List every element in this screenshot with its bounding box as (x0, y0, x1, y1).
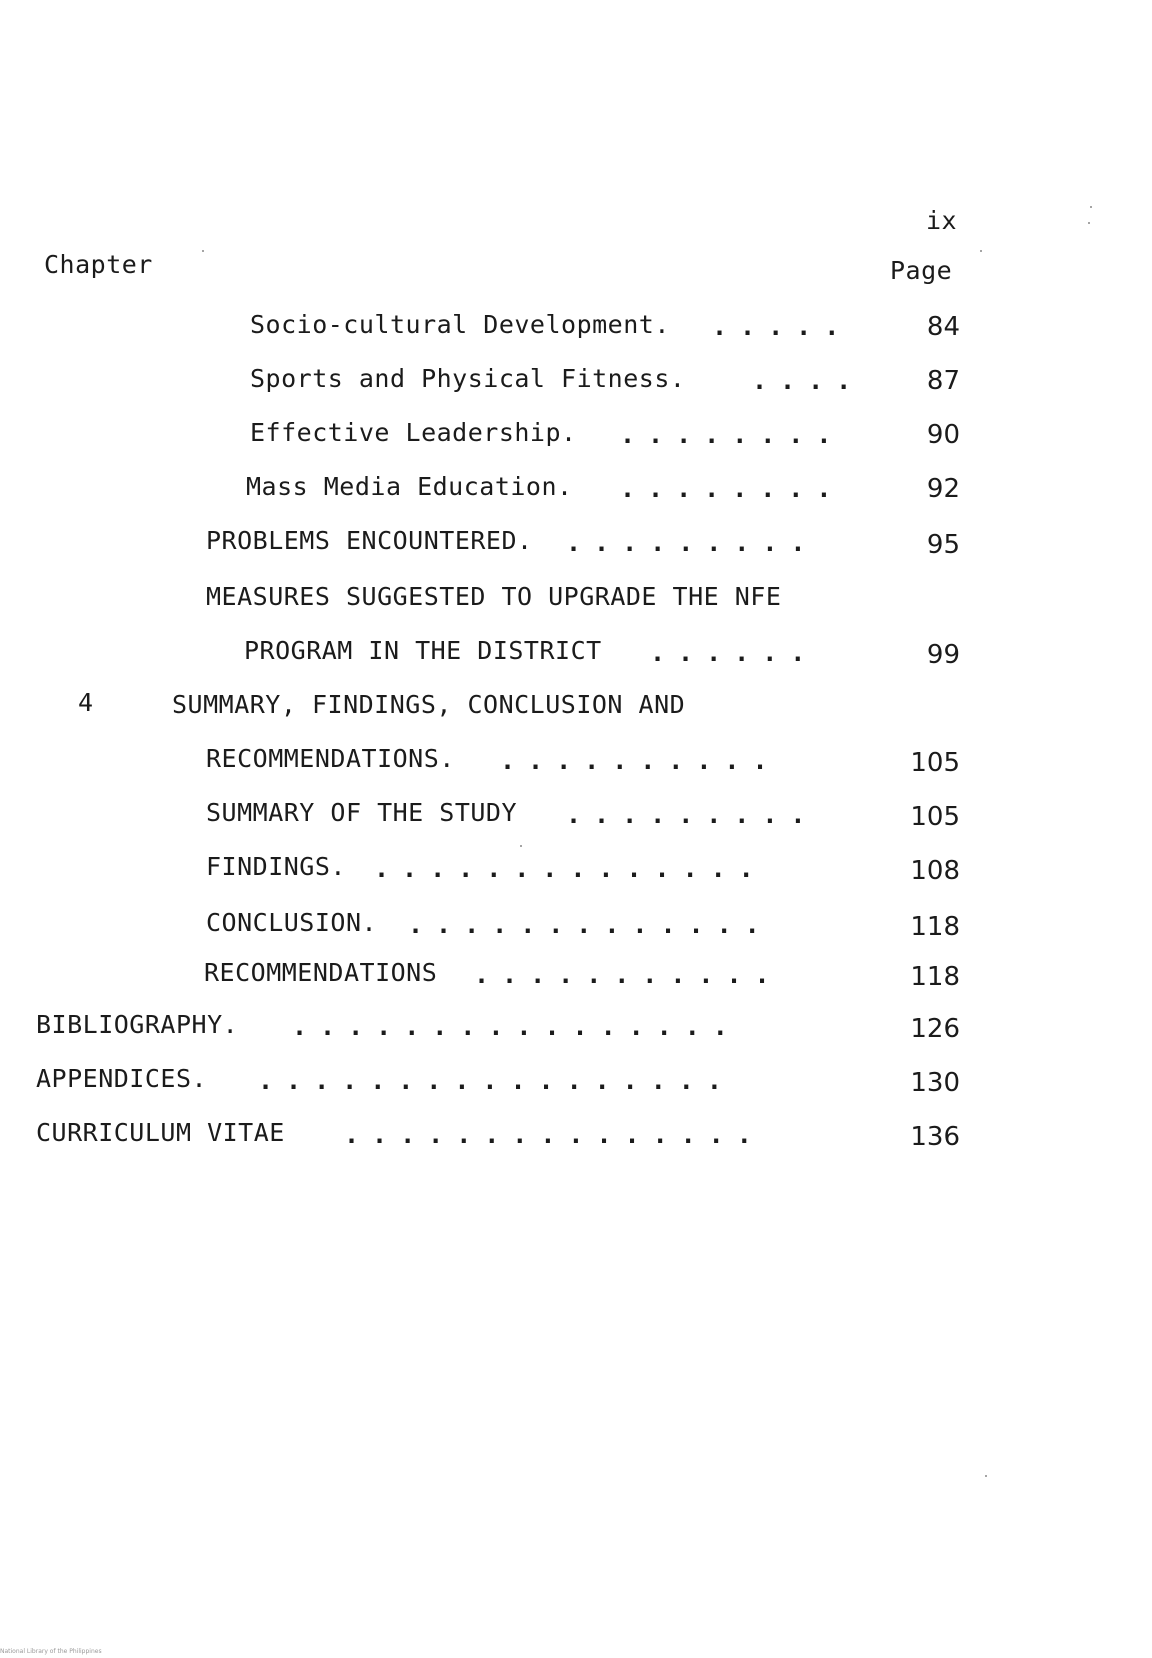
page-column-header: Page (890, 256, 953, 285)
leader-dots: .............. (374, 854, 767, 883)
toc-entry-page: 108 (910, 856, 960, 886)
toc-entry-title: FINDINGS. (206, 852, 346, 881)
scan-speck (202, 250, 204, 252)
toc-entry-page: 99 (926, 640, 960, 670)
chapter-number: 4 (78, 688, 94, 717)
toc-entry-title: CURRICULUM VITAE (36, 1118, 285, 1147)
leader-dots: ................. (258, 1066, 735, 1095)
toc-entry-title: SUMMARY, FINDINGS, CONCLUSION AND (172, 690, 686, 719)
toc-entry-title: MEASURES SUGGESTED TO UPGRADE THE NFE (206, 582, 782, 611)
leader-dots: .... (752, 366, 865, 395)
scan-footer: National Library of the Philippines (0, 1648, 102, 1655)
leader-dots: ................ (292, 1012, 741, 1041)
toc-entry-title: RECOMMENDATIONS. (206, 744, 455, 773)
toc-entry-page: 95 (926, 530, 960, 560)
toc-entry-page: 136 (910, 1122, 960, 1152)
leader-dots: ........ (620, 420, 845, 449)
toc-entry-page: 118 (910, 912, 960, 942)
toc-entry-page: 126 (910, 1014, 960, 1044)
scan-speck (520, 845, 522, 847)
scan-speck (1090, 206, 1092, 208)
roman-page-number: ix (926, 206, 958, 235)
leader-dots: ...... (650, 638, 819, 667)
toc-entry-page: 130 (910, 1068, 960, 1098)
leader-dots: ......... (566, 800, 819, 829)
scan-speck (1088, 222, 1090, 224)
chapter-column-header: Chapter (44, 250, 153, 279)
leader-dots: ............... (344, 1120, 765, 1149)
toc-entry-title: Socio-cultural Development. (250, 310, 670, 339)
toc-entry-page: 87 (926, 366, 960, 396)
leader-dots: .......... (500, 746, 781, 775)
toc-entry-page: 92 (926, 474, 960, 504)
toc-entry-title: Sports and Physical Fitness. (250, 364, 686, 393)
toc-entry-title: PROGRAM IN THE DISTRICT (244, 636, 602, 665)
toc-entry-page: 90 (926, 420, 960, 450)
toc-entry-page: 118 (910, 962, 960, 992)
leader-dots: ......... (566, 528, 819, 557)
toc-entry-title: SUMMARY OF THE STUDY (206, 798, 518, 827)
toc-entry-title: PROBLEMS ENCOUNTERED. (206, 526, 533, 555)
toc-entry-title: APPENDICES. (36, 1064, 208, 1093)
scan-speck (980, 250, 982, 252)
toc-entry-page: 105 (910, 802, 960, 832)
leader-dots: ..... (712, 312, 853, 341)
leader-dots: ............. (408, 910, 773, 939)
toc-entry-title: Mass Media Education. (246, 472, 573, 501)
toc-entry-title: BIBLIOGRAPHY. (36, 1010, 239, 1039)
toc-entry-title: Effective Leadership. (250, 418, 577, 447)
toc-entry-page: 105 (910, 748, 960, 778)
scan-speck (985, 1475, 987, 1477)
toc-entry-title: CONCLUSION. (206, 908, 378, 937)
toc-entry-title: RECOMMENDATIONS (204, 958, 438, 987)
toc-entry-page: 84 (926, 312, 960, 342)
leader-dots: ........... (474, 960, 783, 989)
leader-dots: ........ (620, 474, 845, 503)
